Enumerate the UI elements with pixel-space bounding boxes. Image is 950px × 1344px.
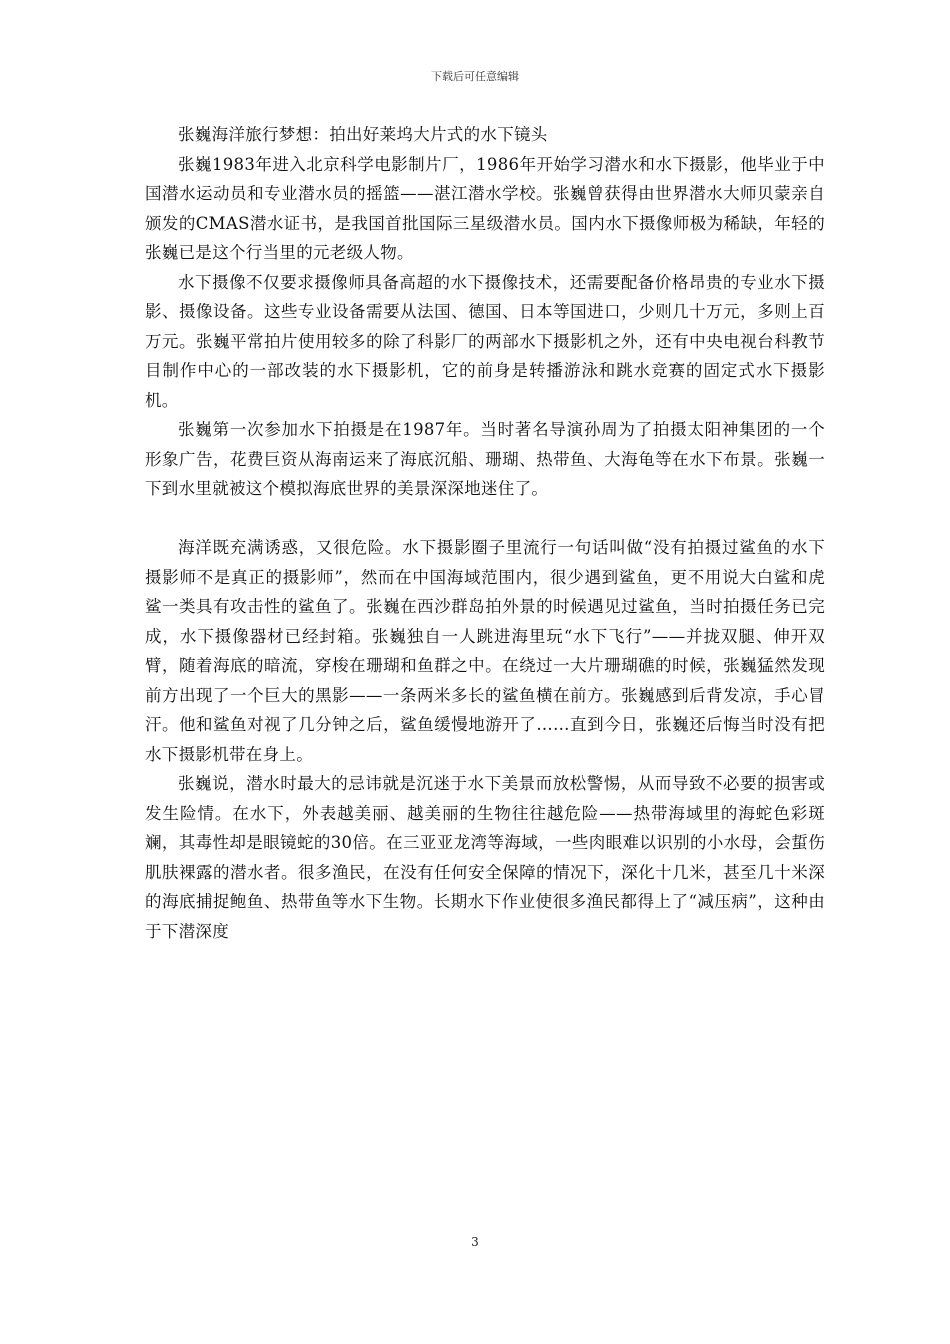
- page-header: 下载后可任意编辑: [431, 70, 519, 83]
- blank-line: [145, 504, 825, 534]
- paragraph-3: 张巍第一次参加水下拍摄是在1987年。当时著名导演孙周为了拍摄太阳神集团的一个形象广告，花费巨资从海南运来了海底沉船、珊瑚、热带鱼、大海龟等在水下布景。张巍一下到水里就被这个模拟海底世界的美景深深地迷住了。: [145, 420, 825, 498]
- paragraph-1: 张巍1983年进入北京科学电影制片厂，1986年开始学习潜水和水下摄影，他毕业于中国潜水运动员和专业潜水员的摇篮——湛江潜水学校。张巍曾获得由世界潜水大师贝蒙亲自颁发的CMAS潜水证书，是我国首批国际三星级潜水员。国内水下摄像师极为稀缺，年轻的张巍已是这个行当里的元老级人物。: [145, 154, 825, 262]
- paragraph-5: 张巍说，潜水时最大的忌讳就是沉迷于水下美景而放松警惕，从而导致不必要的损害或发生险情。在水下，外表越美丽、越美丽的生物往往越危险——热带海域里的海蛇色彩斑斓，其毒性却是眼镜蛇的30倍。在三亚亚龙湾等海域，一些肉眼难以识别的小水母，会蜇伤肌肤裸露的潜水者。很多渔民，在没有任何安全保障的情况下，深化十几米，甚至几十米深的海底捕捉鲍鱼、热带鱼等水下生物。长期水下作业使很多渔民都得上了“减压病”，这种由于下潜深度: [145, 774, 825, 941]
- paragraph-2: 水下摄像不仅要求摄像师具备高超的水下摄像技术，还需要配备价格昂贵的专业水下摄影、摄像设备。这些专业设备需要从法国、德国、日本等国进口，少则几十万元，多则上百万元。张巍平常拍片使用较多的除了科影厂的两部水下摄影机之外，还有中央电视台科教节目制作中心的一部改装的水下摄影机，它的前身是转播游泳和跳水竞赛的固定式水下摄影机。: [145, 272, 825, 410]
- article-title: 张巍海洋旅行梦想：拍出好莱坞大片式的水下镜头: [178, 125, 548, 144]
- page-number: 3: [471, 1235, 479, 1249]
- document-body: [145, 120, 825, 946]
- paragraph-4: 海洋既充满诱惑，又很危险。水下摄影圈子里流行一句话叫做“没有拍摄过鲨鱼的水下摄影师不是真正的摄影师”，然而在中国海域范围内，很少遇到鲨鱼，更不用说大白鲨和虎鲨一类具有攻击性的鲨鱼了。张巍在西沙群岛拍外景的时候遇见过鲨鱼，当时拍摄任务已完成，水下摄像器材已经封箱。张巍独自一人跳进海里玩“水下飞行”——并拢双腿、伸开双臂，随着海底的暗流，穿梭在珊瑚和鱼群之中。在绕过一大片珊瑚礁的时候，张巍猛然发现前方出现了一个巨大的黑影——一条两米多长的鲨鱼横在前方。张巍感到后背发凉，手心冒汗。他和鲨鱼对视了几分钟之后，鲨鱼缓慢地游开了……直到今日，张巍还后悔当时没有把水下摄影机带在身上。: [145, 538, 825, 764]
